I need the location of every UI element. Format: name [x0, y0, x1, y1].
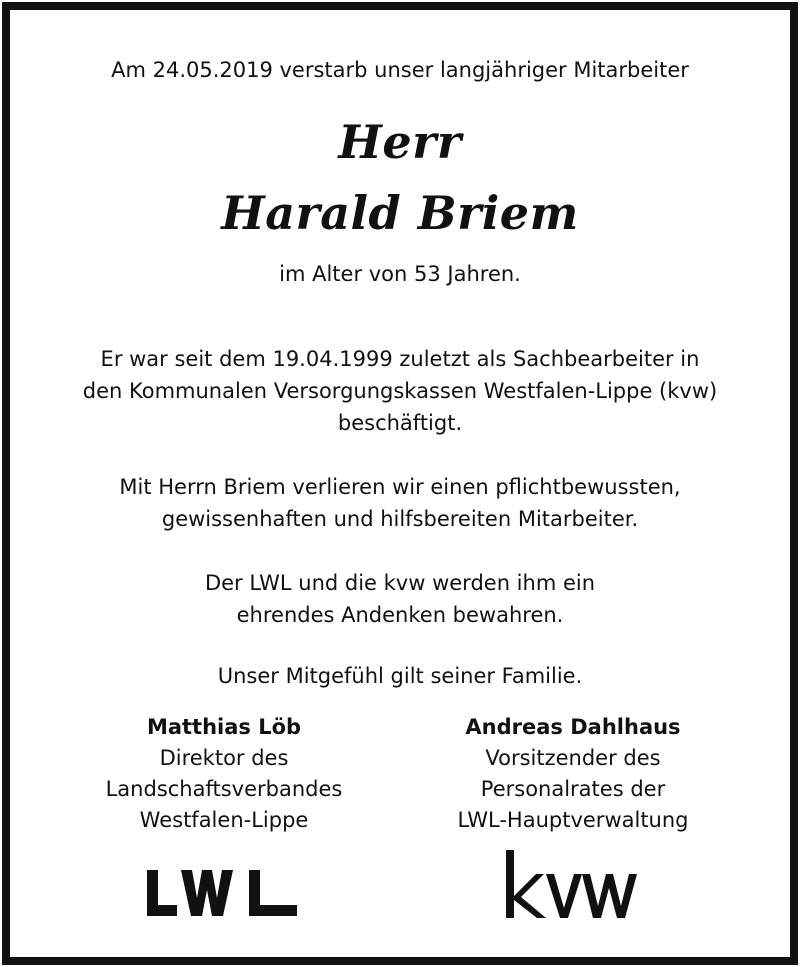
signatory-personalrat — [423, 712, 723, 836]
intro-text: Am 24.05.2019 verstarb unser langjähriger Mitarbeiter — [111, 58, 689, 82]
employment-line-2: den Kommunalen Versorgungskassen Westfalen-Lippe (kvw) — [82, 379, 718, 403]
signatory-name: Matthias Löb — [146, 715, 302, 739]
signatory-name: Andreas Dahlhaus — [465, 715, 681, 739]
deceased-name: Harald Briem — [221, 186, 579, 240]
age-text: im Alter von 53 Jahren. — [279, 262, 521, 286]
employment-line-3: beschäftigt. — [337, 411, 463, 435]
signatory-title-line: Landschaftsverbandes — [105, 777, 343, 801]
signatory-title-line: Vorsitzender des — [485, 746, 661, 770]
signatory-title-line: Westfalen-Lippe — [139, 808, 309, 832]
obituary-notice — [2, 2, 798, 965]
tribute-line-2: gewissenhaften und hilfsbereiten Mitarbeiter. — [161, 507, 639, 531]
signatory-title-line: Personalrates der — [480, 777, 666, 801]
signatory-lwl — [74, 712, 374, 836]
kvw-logo — [502, 850, 646, 920]
sympathy-text: Unser Mitgefühl gilt seiner Familie. — [217, 664, 583, 688]
signatory-title-line: Direktor des — [159, 746, 289, 770]
name-honorific: Herr — [338, 115, 462, 169]
signatory-title-line: LWL-Hauptverwaltung — [457, 808, 689, 832]
lwl-logo — [147, 868, 299, 918]
tribute-line-1: Mit Herrn Briem verlieren wir einen pflichtbewussten, — [119, 475, 681, 499]
memory-line-1: Der LWL und die kvw werden ihm ein — [204, 571, 596, 595]
memory-line-2: ehrendes Andenken bewahren. — [236, 603, 564, 627]
employment-line-1: Er war seit dem 19.04.1999 zuletzt als Sachbearbeiter in — [100, 347, 700, 371]
